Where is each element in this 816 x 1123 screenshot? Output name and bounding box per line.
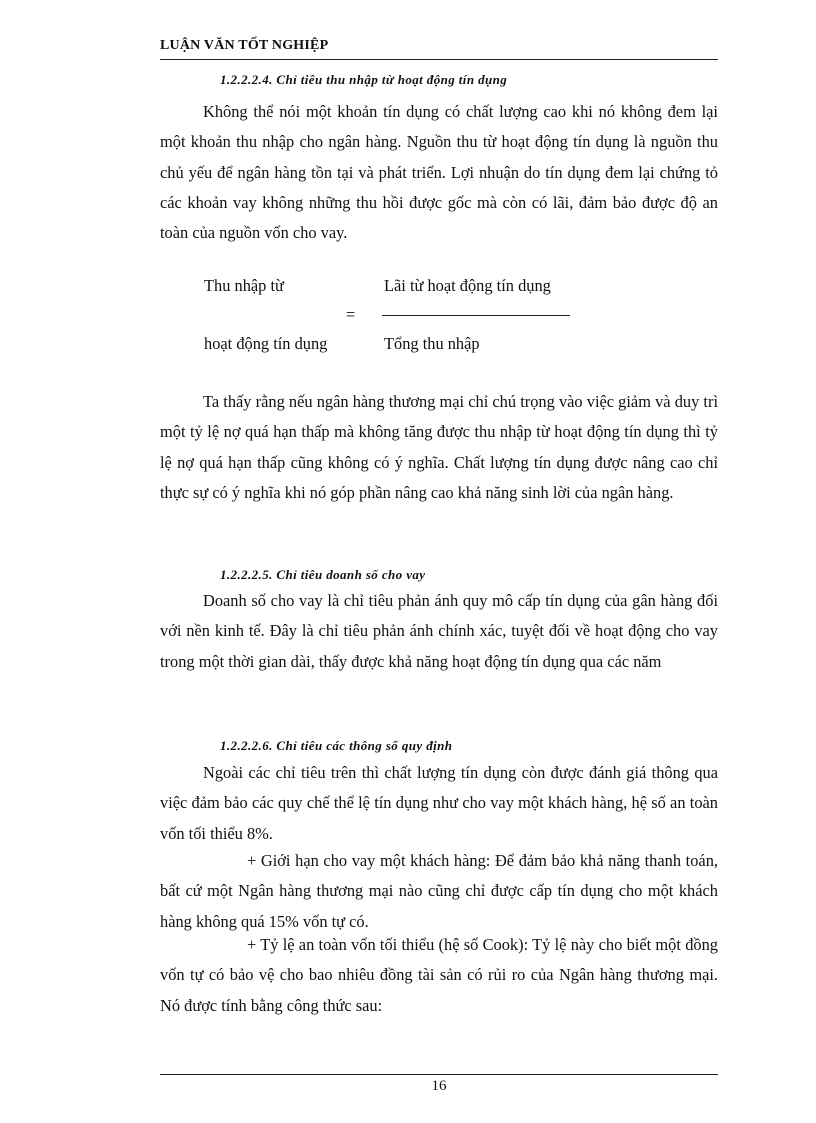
formula-denominator: Tổng thu nhập: [384, 334, 480, 353]
section-heading: 1.2.2.2.6. Chỉ tiêu các thông số quy định: [220, 738, 453, 753]
formula-numerator: Lãi từ hoạt động tín dụng: [384, 276, 551, 295]
section-heading: 1.2.2.2.5. Chỉ tiêu doanh số cho vay: [220, 567, 426, 582]
paragraph: Không thể nói một khoản tín dụng có chất lượng cao khi nó không đem lại một khoản thu nhập cho ngân hàng. Nguồn thu từ hoạt động tín dụng là nguồn thu chủ yếu để ngân hàng tồn tại và phát triển. Lợi nhuận do tín dụng đem lại chứng tỏ các khoản vay không những thu hồi được gốc mà còn có lãi, đảm bảo được độ an toàn của nguồn vốn cho vay.: [160, 102, 718, 243]
page-number: 16: [431, 1078, 447, 1094]
fraction-bar: [382, 315, 570, 316]
paragraph: Doanh số cho vay là chỉ tiêu phản ánh quy mô cấp tín dụng của gân hàng đối với nền kinh tế. Đây là chỉ tiêu phản ánh chính xác, tuyệt đối về hoạt động cho vay trong một thời gian dài, thấy được khả năng hoạt động tín dụng qua các năm: [160, 591, 718, 671]
paragraph: + Giới hạn cho vay một khách hàng: Để đảm bảo khả năng thanh toán, bất cứ một Ngân hàng thương mại nào cũng chỉ được cấp tín dụng cho một khách hàng không quá 15% vốn tự có.: [160, 851, 718, 931]
page-header-title: LUẬN VĂN TỐT NGHIỆP: [160, 38, 329, 53]
footer-rule: [160, 1074, 718, 1075]
section-heading: 1.2.2.2.4. Chỉ tiêu thu nhập từ hoạt động tín dụng: [220, 72, 508, 87]
formula-lhs-top: Thu nhập từ: [204, 276, 284, 295]
formula-lhs-bottom: hoạt động tín dụng: [204, 334, 328, 353]
formula-equals: =: [346, 305, 356, 324]
paragraph: Ngoài các chỉ tiêu trên thì chất lượng tín dụng còn được đánh giá thông qua việc đảm bảo các quy chế thể lệ tín dụng như cho vay một khách hàng, hệ số an toàn vốn tối thiểu 8%.: [160, 763, 718, 843]
paragraph: Ta thấy rằng nếu ngân hàng thương mại chỉ chú trọng vào việc giảm và duy trì một tỷ lệ nợ quá hạn thấp mà không tăng được thu nhập từ hoạt động tín dụng thì tỷ lệ nợ quá hạn thấp cũng không có ý nghĩa. Chất lượng tín dụng được nâng cao chỉ thực sự có ý nghĩa khi nó góp phần nâng cao khả năng sinh lời của ngân hàng.: [160, 392, 718, 502]
header-rule: [160, 59, 718, 60]
paragraph: + Tỷ lệ an toàn vốn tối thiểu (hệ số Cook): Tỷ lệ này cho biết một đồng vốn tự có bảo vệ cho bao nhiêu đồng tài sản có rủi ro của Ngân hàng thương mại. Nó được tính bằng công thức sau:: [160, 935, 718, 1015]
